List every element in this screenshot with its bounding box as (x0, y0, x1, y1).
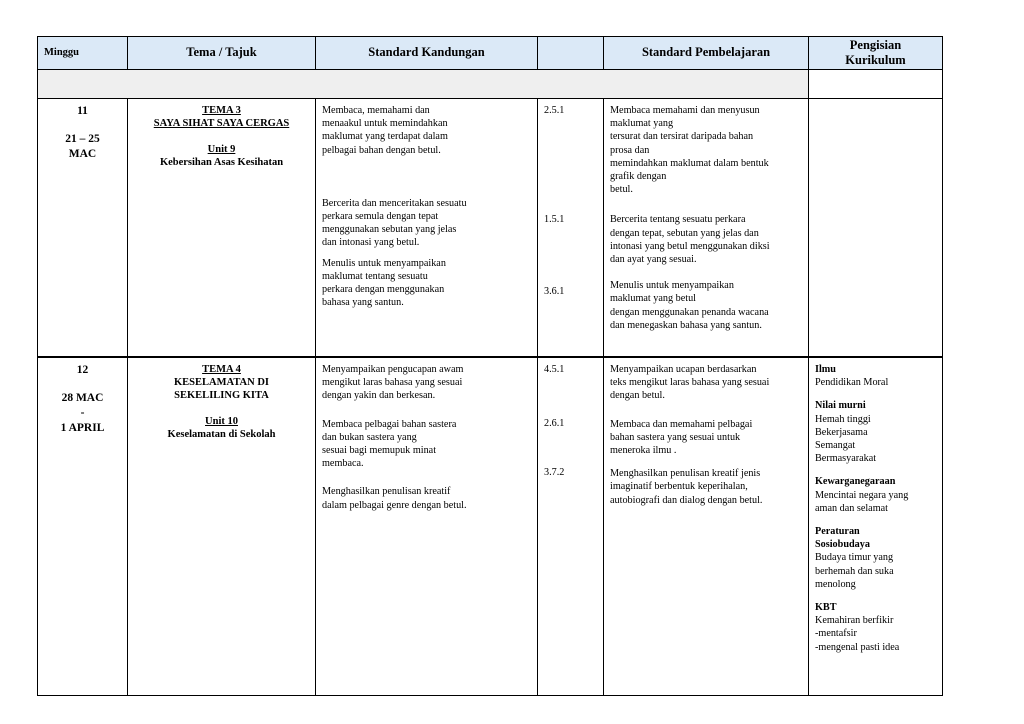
sp-line: bahan sastera yang sesuai untuk (610, 431, 741, 443)
pk-item: Budaya timur yang (815, 552, 894, 564)
sk-line: dan intonasi yang betul. (322, 237, 420, 249)
sk-line: Membaca, memahami dan (322, 105, 430, 116)
minggu-line: - (80, 407, 85, 419)
sp-line: dan menegaskan bahasa yang santun. (610, 319, 762, 331)
sp-block (610, 418, 804, 458)
pk-group-sosiobudaya (815, 525, 938, 591)
sp-line: prosa dan (610, 144, 650, 156)
pk-head: Ilmu (815, 364, 836, 375)
header-row (38, 37, 943, 70)
sp-line: Membaca memahami dan menyusun (610, 105, 760, 116)
sp-line: teks mengikut laras bahasa yang sesuai (610, 377, 770, 389)
minggu-line: 1 APRIL (60, 422, 105, 434)
pk-head: KBT (815, 602, 837, 614)
sp-line: grafik dengan (610, 171, 667, 183)
sp-line: imaginatif berbentuk keperihalan, (610, 481, 748, 493)
pk-item: -mentafsir (815, 628, 857, 640)
sp-block (610, 363, 804, 403)
pk-group-nilai (815, 399, 938, 465)
sk-line: pelbagai bahan dengan betul. (322, 144, 441, 156)
unit-title: Unit 9 (207, 144, 236, 155)
kod-value: 1.5.1 (544, 214, 565, 226)
pk-item: aman dan selamat (815, 502, 888, 514)
minggu-line: 28 MAC (61, 392, 104, 404)
unit-name: Keselamatan di Sekolah (167, 429, 276, 440)
minggu-line: 12 (76, 364, 89, 376)
shaded-band (38, 70, 943, 99)
header-tema: Tema / Tajuk (128, 37, 316, 70)
sp-line: maklumat yang (610, 118, 674, 130)
kod-value: 3.6.1 (544, 286, 565, 298)
sk-line: Membaca pelbagai bahan sastera (322, 418, 457, 430)
unit-name: Kebersihan Asas Kesihatan (159, 157, 284, 168)
standard-kandungan-cell (316, 357, 538, 696)
pk-group-kbt (815, 601, 938, 654)
sk-block (322, 363, 533, 403)
sp-line: betul. (610, 184, 633, 196)
header-minggu: Minggu (38, 37, 128, 70)
pk-head: Sosiobudaya (815, 539, 870, 551)
sk-block (322, 485, 533, 511)
sp-block (610, 279, 804, 332)
rpt-table (37, 36, 943, 696)
kod-cell (538, 99, 604, 358)
sk-line: bahasa yang santun. (322, 297, 404, 309)
sk-line: menaakul untuk memindahkan (322, 118, 448, 130)
pengisian-cell (809, 99, 943, 358)
sk-line: maklumat tentang sesuatu (322, 270, 428, 282)
sp-line: dengan tepat, sebutan yang jelas dan (610, 227, 759, 239)
pk-item: -mengenal pasti idea (815, 641, 900, 653)
header-pembelajaran: Standard Pembelajaran (604, 37, 809, 70)
week-row-12 (38, 357, 943, 696)
sp-line: autobiografi dan dialog dengan betul. (610, 494, 763, 506)
kod-value: 3.7.2 (544, 467, 565, 479)
minggu-cell (38, 357, 128, 696)
kod-cell (538, 357, 604, 696)
pk-head: Peraturan (815, 526, 860, 538)
sk-line: maklumat yang terdapat dalam (322, 131, 448, 143)
sk-line: dalam pelbagai genre dengan betul. (322, 499, 467, 511)
unit-title: Unit 10 (205, 416, 238, 427)
pk-item: Bermasyarakat (815, 453, 877, 465)
tema-title: TEMA 3 (202, 105, 241, 116)
minggu-cell (38, 99, 128, 358)
sk-block (322, 104, 533, 157)
header-pengisian-line2: Kurikulum (845, 53, 906, 67)
sp-line: maklumat yang betul (610, 293, 697, 305)
header-pengisian-line1: Pengisian (849, 38, 902, 52)
sk-line: perkara semula dengan tepat (322, 211, 439, 223)
sp-line: Menghasilkan penulisan kreatif jenis (610, 468, 761, 480)
pk-head: Kewarganegaraan (815, 476, 896, 488)
sp-line: dengan menggunakan penanda wacana (610, 306, 769, 318)
sp-block (610, 213, 804, 266)
band-blank (809, 70, 943, 99)
sk-line: perkara dengan menggunakan (322, 284, 445, 296)
pk-group-kewarganegaraan (815, 475, 938, 515)
sp-line: dan ayat yang sesuai. (610, 254, 697, 266)
tema-name: SEKELILING KITA (174, 390, 269, 401)
sp-line: Menyampaikan ucapan berdasarkan (610, 364, 757, 375)
pk-head: Nilai murni (815, 400, 866, 412)
pk-group-ilmu (815, 363, 938, 389)
kod-value: 2.6.1 (544, 418, 565, 430)
minggu-line: MAC (68, 148, 97, 160)
sp-line: Menulis untuk menyampaikan (610, 280, 734, 292)
pk-item: Kemahiran berfikir (815, 615, 894, 627)
pengisian-cell (809, 357, 943, 696)
pk-item: menolong (815, 578, 856, 590)
pk-item: Hemah tinggi (815, 413, 871, 425)
tema-name (128, 117, 315, 130)
sk-block (322, 418, 533, 471)
sp-line: Membaca dan memahami pelbagai (610, 418, 753, 430)
standard-pembelajaran-cell (604, 357, 809, 696)
standard-kandungan-cell (316, 99, 538, 358)
sk-line: dan bukan sastera yang (322, 431, 417, 443)
pk-item: Pendidikan Moral (815, 377, 889, 389)
sk-line: membaca. (322, 458, 364, 470)
tema-name: KESELAMATAN DI (174, 377, 269, 388)
sk-line: dengan yakin dan berkesan. (322, 390, 436, 402)
minggu-line: 21 – 25 (65, 133, 100, 145)
kod-value: 4.5.1 (544, 364, 565, 375)
sp-line: tersurat dan tersirat daripada bahan (610, 131, 754, 143)
sp-block (610, 104, 804, 196)
sk-line: Menghasilkan penulisan kreatif (322, 486, 451, 498)
header-pengisian (809, 37, 943, 70)
sk-block (322, 197, 533, 250)
sp-line: Bercerita tentang sesuatu perkara (610, 214, 746, 226)
tema-cell (128, 357, 316, 696)
sk-block (322, 257, 533, 310)
sk-line: sesuai bagi memupuk minat (322, 445, 437, 457)
header-kod-blank (538, 37, 604, 70)
pk-item: Semangat (815, 440, 856, 452)
sk-line: Menyampaikan pengucapan awam (322, 364, 464, 375)
tema-name-text: SAYA SIHAT SAYA CERGAS (153, 118, 290, 129)
sp-line: memindahkan maklumat dalam bentuk (610, 157, 769, 169)
shaded-band-cell (38, 70, 809, 99)
pk-item: berhemah dan suka (815, 565, 894, 577)
minggu-line: 11 (77, 105, 88, 117)
sp-line: intonasi yang betul menggunakan diksi (610, 240, 770, 252)
sk-line: Menulis untuk menyampaikan (322, 257, 446, 269)
pk-item: Mencintai negara yang (815, 489, 909, 501)
kod-value: 2.5.1 (544, 105, 565, 116)
sp-line: dengan betul. (610, 390, 665, 402)
sp-line: meneroka ilmu . (610, 445, 677, 457)
sk-line: mengikut laras bahasa yang sesuai (322, 377, 463, 389)
header-kandungan: Standard Kandungan (316, 37, 538, 70)
week-row-11 (38, 99, 943, 358)
sp-block (610, 467, 804, 507)
pk-item: Bekerjasama (815, 426, 868, 438)
sk-line: menggunakan sebutan yang jelas (322, 224, 457, 236)
standard-pembelajaran-cell (604, 99, 809, 358)
tema-cell (128, 99, 316, 358)
tema-title: TEMA 4 (202, 364, 241, 375)
sk-line: Bercerita dan menceritakan sesuatu (322, 197, 467, 209)
